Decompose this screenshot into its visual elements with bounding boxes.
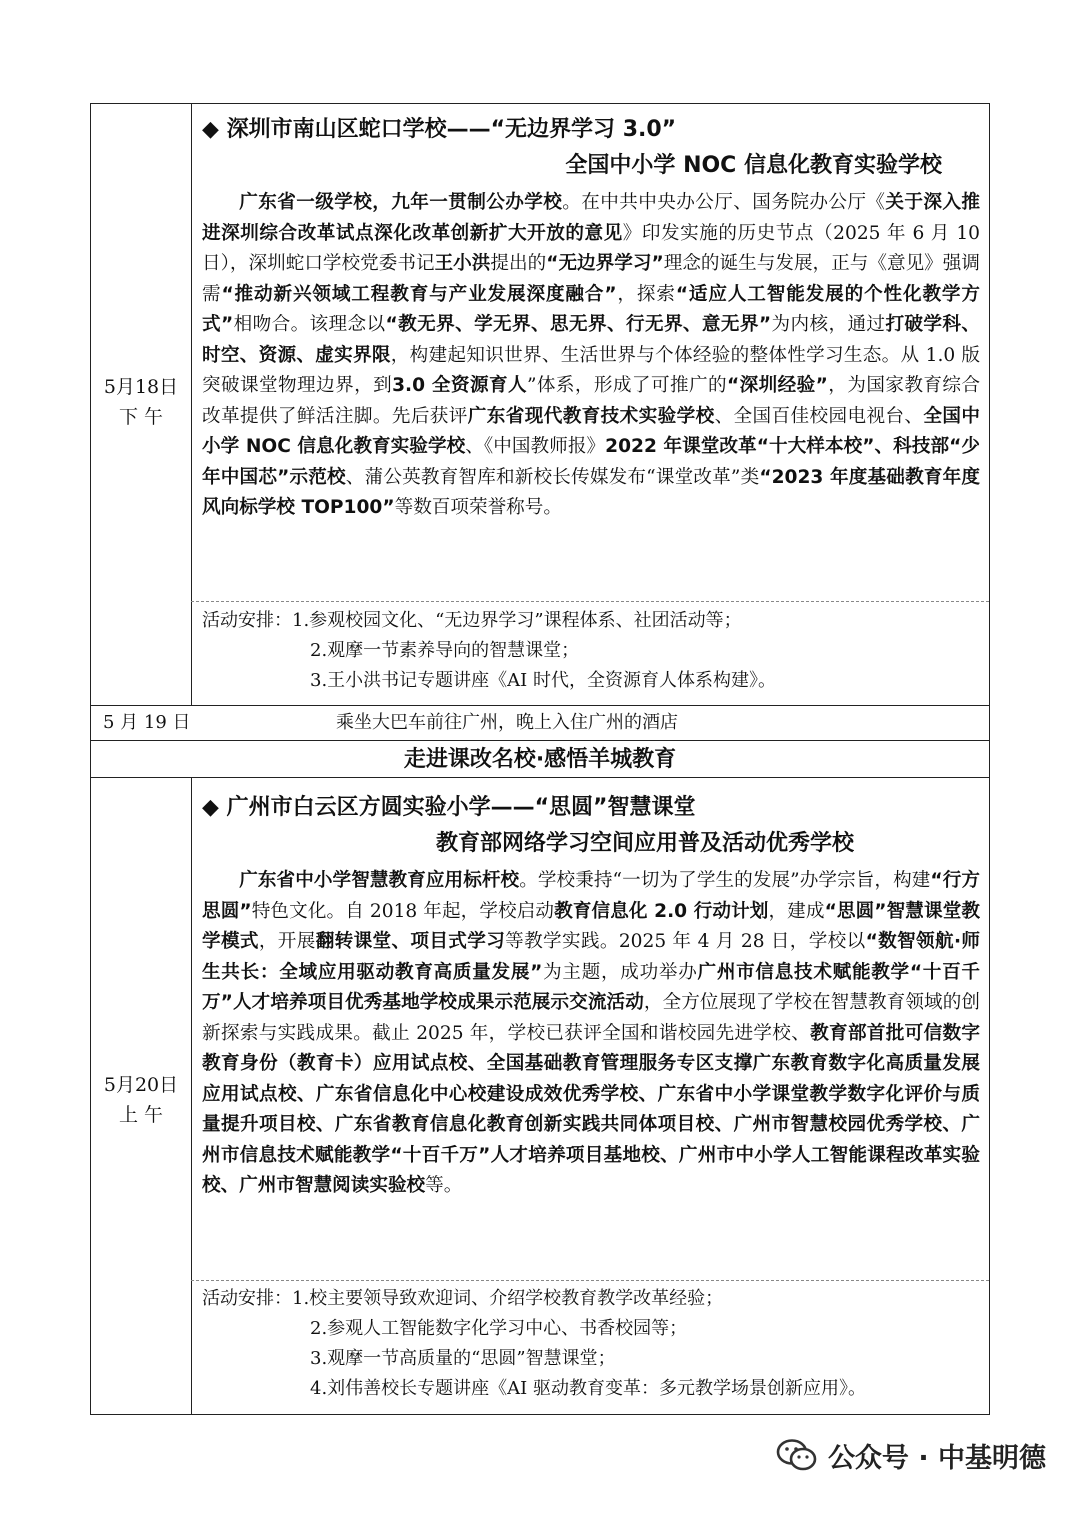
- row3-date-day: 5月20日: [103, 1074, 179, 1096]
- wechat-icon: [776, 1438, 818, 1472]
- body-text: 。学校秉持“一切为了学生的发展”办学宗旨，构建: [519, 870, 931, 891]
- activity-divider: [191, 601, 989, 602]
- row1-heading: ◆ 深圳市南山区蛇口学校——“无边界学习 3.0”: [202, 117, 677, 142]
- row3-date: [91, 1070, 191, 1130]
- row1-description: [202, 188, 980, 524]
- row3-heading: ◆ 广州市白云区方圆实验小学——“思圆”智慧课堂: [202, 795, 696, 820]
- schedule-table: [90, 103, 990, 1415]
- activity-line: 活动安排：1.参观校园文化、“无边界学习”课程体系、社团活动等；: [202, 610, 742, 631]
- body-text: 、全国百佳校园电视台、: [714, 405, 924, 427]
- body-text: 特色文化。自 2018 年起，学校启动: [251, 900, 555, 922]
- emphasis-text: “无边界学习”: [546, 253, 664, 274]
- emphasis-text: 教育部首批可信数字教育身份（教育卡）应用试点校、全国基础教育管理服务专区支撑广东教育数字化高质量发展应用试点校、广东省信息化中心校建设成效优秀学校、广东省中小学课堂教学数字化评价与质量提升项目校、广东省教育信息化教育创新实践共同体项目校、广州市智慧校园优秀学校、广州市信息技术赋能教学“十百千万”人才培养项目基地校、广州市中小学人工智能课程改革实验校、广州市智慧阅读实验校: [202, 1022, 980, 1196]
- row1-activities: [202, 606, 980, 696]
- body-text: ，构建起知识世界、生活世界与个体经验的整体性学习生态。从 1.0 版突破课堂物理边界，到: [202, 344, 980, 396]
- row3-description: [202, 866, 980, 1202]
- body-text: ，建成: [768, 900, 825, 922]
- activity-line: 3.观摩一节高质量的“思圆”智慧课堂；: [310, 1348, 616, 1369]
- activity-line: 2.参观人工智能数字化学习中心、书香校园等；: [310, 1318, 688, 1339]
- row3-subheading: 教育部网络学习空间应用普及活动优秀学校: [435, 831, 854, 856]
- body-text: 。在中共中央办公厅、国务院办公厅《: [562, 192, 886, 213]
- body-text: 等。: [425, 1175, 463, 1196]
- column-divider: [191, 778, 192, 1414]
- activity-line: 活动安排：1.校主要领导致欢迎词、介绍学校教育教学改革经验；: [202, 1288, 724, 1309]
- row1-date: [91, 372, 191, 432]
- emphasis-text: “适应人工智能发展的个性化教学方式”: [202, 283, 980, 335]
- row1-content: [202, 112, 980, 524]
- row3-date-period: 上 午: [118, 1104, 164, 1126]
- emphasis-text: 广东省现代教育技术实验学校: [467, 405, 715, 427]
- section-title: 走进课改名校·感悟羊城教育: [403, 747, 677, 772]
- row1-date-period: 下 午: [118, 406, 164, 428]
- activity-line: 2.观摩一节素养导向的智慧课堂；: [310, 640, 580, 661]
- body-text: ，全方位展现了学校在智慧教育领域的创新探索与实践成果。截止 2025 年，学校已获评全国和谐校园先进学校、: [202, 992, 980, 1044]
- footer-watermark: [776, 1433, 1046, 1477]
- emphasis-text: 王小洪: [434, 253, 491, 274]
- body-text: 等数百项荣誉称号。: [394, 497, 562, 518]
- body-text: 提出的: [490, 253, 547, 274]
- emphasis-text: “思圆”智慧课堂教学模式: [202, 900, 980, 952]
- row3-activities: [202, 1284, 980, 1404]
- row2: [91, 706, 989, 740]
- emphasis-text: “教无界、学无界、思无界、行无界、意无界”: [385, 314, 772, 335]
- row1-date-day: 5月18日: [103, 376, 179, 398]
- emphasis-text: 全国中小学 NOC 信息化教育实验学校: [202, 405, 980, 457]
- activity-line: 4.刘伟善校长专题讲座《AI 驱动教育变革：多元教学场景创新应用》。: [310, 1378, 867, 1399]
- body-text: ，探索: [616, 283, 676, 305]
- row1-subheading: 全国中小学 NOC 信息化教育实验学校: [565, 153, 942, 178]
- body-text: ，开展: [258, 931, 316, 952]
- body-text: 相吻合。该理念以: [233, 314, 386, 335]
- emphasis-text: 翻转课堂、项目式学习: [315, 931, 506, 952]
- body-text: 、《中国教师报》: [465, 436, 606, 457]
- emphasis-text: “行方思圆”: [202, 870, 980, 922]
- emphasis-text: 教育信息化 2.0 行动计划: [554, 900, 769, 922]
- emphasis-text: “推动新兴领域工程教育与产业发展深度融合”: [221, 283, 617, 305]
- row2-text: 乘坐大巴车前往广州，晚上入住广州的酒店: [336, 712, 678, 733]
- body-text: 为内核，通过: [771, 314, 886, 335]
- row2-date: 5 月 19 日: [103, 712, 191, 733]
- body-text: 等教学实践。2025 年 4 月 28 日，学校以: [505, 931, 866, 952]
- body-text: 、蒲公英教育智库和新校长传媒发布“课堂改革”类: [345, 466, 760, 488]
- column-divider: [191, 104, 192, 706]
- emphasis-text: 3.0 全资源育人: [392, 375, 527, 396]
- emphasis-text: 广州市信息技术赋能教学“十百千万”人才培养项目优秀基地学校成果示范展示交流活动: [202, 961, 980, 1013]
- activity-divider: [191, 1280, 989, 1281]
- emphasis-text: 打破学科、时空、资源、虚实界限: [202, 314, 980, 366]
- emphasis-text: 2022 年课堂改革“十大样本校”、科技部“少年中国芯”示范校: [202, 436, 981, 488]
- body-text: 》印发实施的历史节点（2025 年 6 月 10 日），深圳蛇口学校党委书记: [202, 222, 980, 274]
- body-text: 理念的诞生与发展，正与《意见》强调需: [202, 253, 980, 305]
- body-text: ，为国家教育综合改革提供了鲜活注脚。先后获评: [202, 375, 980, 427]
- emphasis-text: “2023 年度基础教育年度风向标学校 TOP100”: [202, 466, 980, 518]
- emphasis-text: 广东省中小学智慧教育应用标杆校: [239, 870, 520, 891]
- body-text: 为主题，成功举办: [542, 961, 698, 983]
- body-text: ”体系，形成了可推广的: [526, 375, 727, 396]
- emphasis-text: “数智领航·师生共长：全域应用驱动教育高质量发展”: [202, 931, 980, 983]
- emphasis-text: 关于深入推进深圳综合改革试点深化改革创新扩大开放的意见: [202, 192, 980, 244]
- footer-text: 公众号 · 中基明德: [827, 1442, 1046, 1474]
- row3-content: [202, 790, 980, 1202]
- activity-line: 3.王小洪书记专题讲座《AI 时代，全资源育人体系构建》。: [310, 670, 777, 691]
- emphasis-text: “深圳经验”: [726, 375, 828, 396]
- emphasis-text: 广东省一级学校，九年一贯制公办学校: [239, 192, 563, 213]
